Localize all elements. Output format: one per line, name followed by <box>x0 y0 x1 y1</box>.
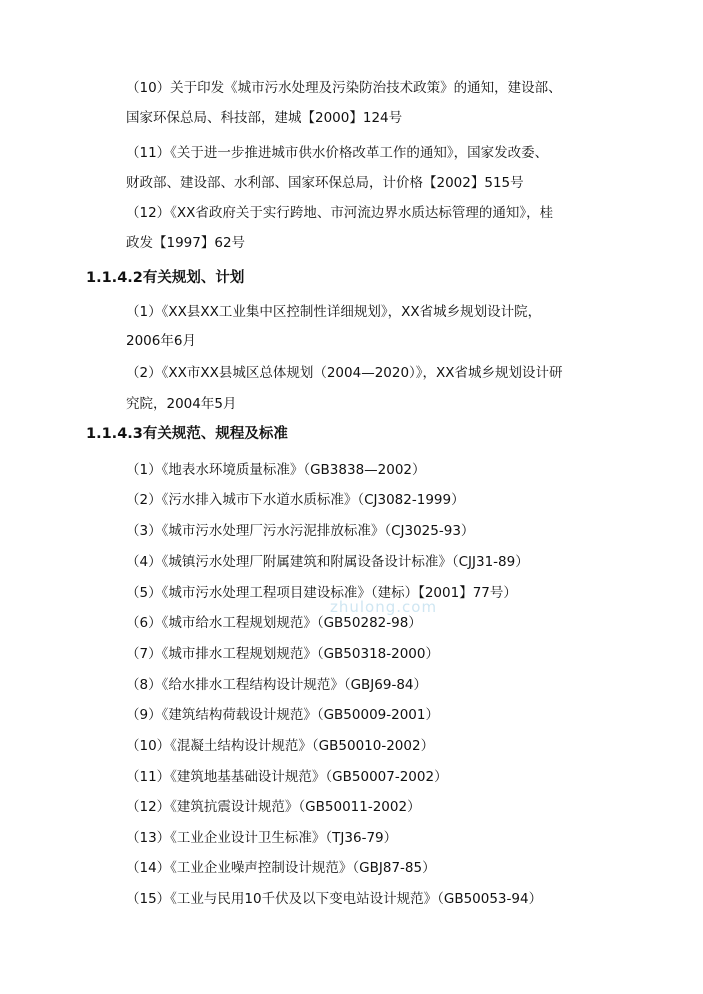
plan-2-line2: 究院，2004年5月 <box>126 396 237 412</box>
regulation-12-line1: （12）《XX省政府关于实行跨地、市河流边界水质达标管理的通知》，桂 <box>126 205 554 221</box>
standard-item: （11）《建筑地基基础设计规范》（GB50007-2002） <box>126 769 448 785</box>
standard-item: （2）《污水排入城市下水道水质标准》（CJ3082-1999） <box>126 492 465 508</box>
standard-item: （4）《城镇污水处理厂附属建筑和附属设备设计标准》（CJJ31-89） <box>126 554 529 570</box>
regulation-10-line2: 国家环保总局、科技部，建城【2000】124号 <box>126 110 403 126</box>
standard-item: （6）《城市给水工程规划规范》（GB50282-98） <box>126 615 422 631</box>
standard-item: （7）《城市排水工程规划规范》（GB50318-2000） <box>126 646 439 662</box>
standard-item: （8）《给水排水工程结构设计规范》（GBJ69-84） <box>126 677 428 693</box>
standard-item: （9）《建筑结构荷载设计规范》（GB50009-2001） <box>126 707 439 723</box>
section-heading-standards: 1.1.4.3有关规范、规程及标准 <box>86 426 288 442</box>
section-heading-plans: 1.1.4.2有关规划、计划 <box>86 270 245 286</box>
standard-item: （5）《城市污水处理工程项目建设标准》（建标）【2001】77号） <box>126 585 517 601</box>
regulation-11-line2: 财政部、建设部、水利部、国家环保总局，计价格【2002】515号 <box>126 175 524 191</box>
plan-1-line2: 2006年6月 <box>126 333 196 349</box>
regulation-10-line1: （10）关于印发《城市污水处理及污染防治技术政策》的通知，建设部、 <box>126 80 562 96</box>
watermark: zhulong.com <box>330 598 438 616</box>
standard-item: （12）《建筑抗震设计规范》（GB50011-2002） <box>126 799 421 815</box>
standard-item: （1）《地表水环境质量标准》（GB3838—2002） <box>126 462 426 478</box>
standard-item: （13）《工业企业设计卫生标准》（TJ36-79） <box>126 830 398 846</box>
plan-2-line1: （2）《XX市XX县城区总体规划（2004—2020）》，XX省城乡规划设计研 <box>126 365 563 381</box>
regulation-12-line2: 政发【1997】62号 <box>126 235 246 251</box>
regulation-11-line1: （11）《关于进一步推进城市供水价格改革工作的通知》，国家发改委、 <box>126 145 549 161</box>
standard-item: （3）《城市污水处理厂污水污泥排放标准》（CJ3025-93） <box>126 523 475 539</box>
standard-item: （14）《工业企业噪声控制设计规范》（GBJ87-85） <box>126 860 436 876</box>
plan-1-line1: （1）《XX县XX工业集中区控制性详细规划》，XX省城乡规划设计院， <box>126 304 542 320</box>
standard-item: （10）《混凝土结构设计规范》（GB50010-2002） <box>126 738 435 754</box>
standard-item: （15）《工业与民用10千伏及以下变电站设计规范》（GB50053-94） <box>126 891 543 907</box>
